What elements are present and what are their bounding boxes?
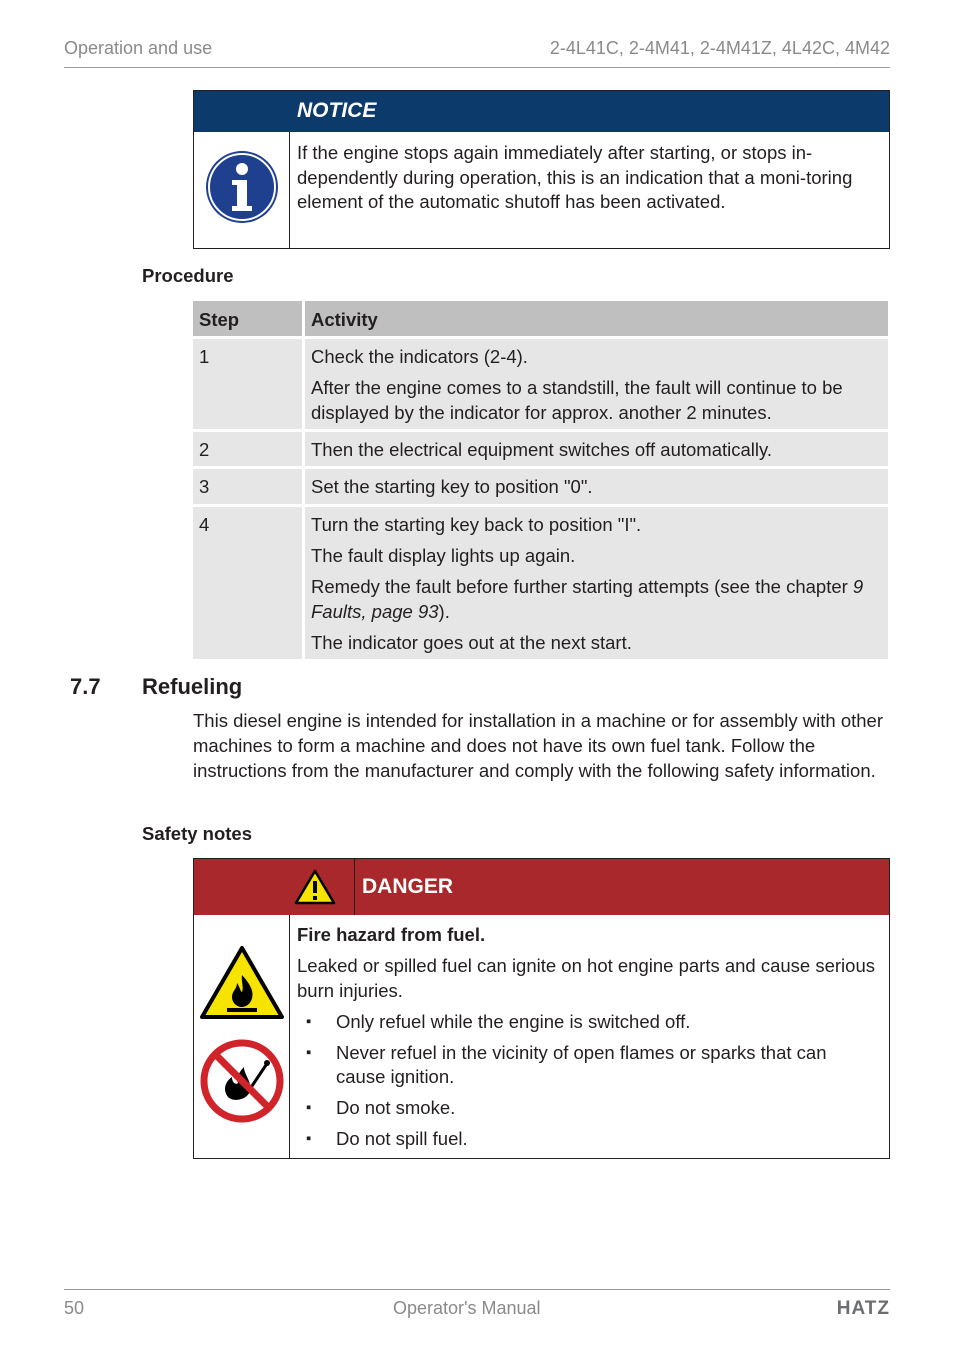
flammable-warning-icon — [199, 945, 285, 1021]
table-row — [193, 507, 888, 659]
running-header-section: Operation and use — [64, 38, 213, 58]
safety-bullet-list — [297, 1010, 879, 1152]
danger-lead: Fire hazard from fuel. — [297, 924, 486, 945]
table-row — [193, 432, 888, 466]
activity-line: Remedy the fault before further starting attempts (see the chapter 9 Faults, page 93). — [311, 576, 864, 622]
page-number: 50 — [64, 1298, 85, 1318]
step-number: 1 — [199, 346, 210, 367]
footer-rule — [64, 1289, 890, 1290]
list-item: ▪ Only refuel while the engine is switched off. — [297, 1010, 879, 1035]
notice-box — [193, 90, 890, 249]
danger-title: DANGER — [362, 875, 454, 898]
warning-triangle-icon — [294, 869, 336, 905]
danger-header-bar — [194, 859, 889, 915]
notice-text: If the engine stops again immediately after starting, or stops in-dependently during operation, this is an indication that a moni-toring element of the automatic shutoff has been activated. — [297, 142, 853, 212]
activity-line: Then the electrical equipment switches off automatically. — [311, 439, 773, 460]
notice-title: NOTICE — [297, 99, 377, 122]
table-row — [193, 339, 888, 429]
activity-line: Set the starting key to position "0". — [311, 476, 593, 497]
table-row — [193, 469, 888, 504]
list-item: ▪ Do not spill fuel. — [297, 1127, 879, 1152]
danger-body — [297, 923, 879, 1158]
procedure-heading: Procedure — [142, 265, 234, 286]
footer-title: Operator's Manual — [393, 1298, 541, 1318]
activity-line: Check the indicators (2-4). — [311, 346, 528, 367]
list-item: ▪ Do not smoke. — [297, 1096, 879, 1121]
list-item: ▪ Never refuel in the vicinity of open flames or sparks that can cause ignition. — [297, 1041, 879, 1090]
header-rule — [64, 67, 890, 68]
section-body: This diesel engine is intended for installation in a machine or for assembly with other machines to form a machine and does not have its own fuel tank. Follow the instructions from the manufacturer and comply with the following safety information. — [193, 710, 884, 781]
activity-line: Turn the starting key back to position "I". — [311, 514, 642, 535]
column-header-activity: Activity — [311, 309, 378, 330]
activity-line: The fault display lights up again. — [311, 545, 576, 566]
no-open-flame-icon — [200, 1039, 284, 1123]
safety-notes-heading: Safety notes — [142, 823, 253, 844]
column-header-step: Step — [199, 309, 240, 330]
activity-line: The indicator goes out at the next start. — [311, 631, 632, 653]
danger-description: Leaked or spilled fuel can ignite on hot engine parts and cause serious burn injuries. — [297, 955, 875, 1001]
section-title: Refueling — [142, 674, 243, 699]
step-number: 4 — [199, 514, 210, 535]
notice-divider — [289, 132, 290, 248]
chapter-cross-reference-link[interactable]: 9 Faults, page 93 — [311, 576, 864, 622]
step-number: 3 — [199, 476, 210, 497]
notice-header-bar — [194, 91, 889, 132]
info-icon — [204, 149, 280, 225]
table-header-row — [193, 301, 888, 336]
danger-box — [193, 858, 890, 1159]
danger-header-divider — [354, 859, 355, 915]
activity-line: After the engine comes to a standstill, the fault will continue to be displayed by the indicator for approx. another 2 minutes. — [311, 377, 843, 423]
section-number: 7.7 — [70, 674, 101, 699]
step-number: 2 — [199, 439, 210, 460]
brand-logo: HATZ — [836, 1298, 890, 1319]
danger-divider — [289, 915, 290, 1158]
running-header-models: 2-4L41C, 2-4M41, 2-4M41Z, 4L42C, 4M42 — [549, 38, 890, 58]
